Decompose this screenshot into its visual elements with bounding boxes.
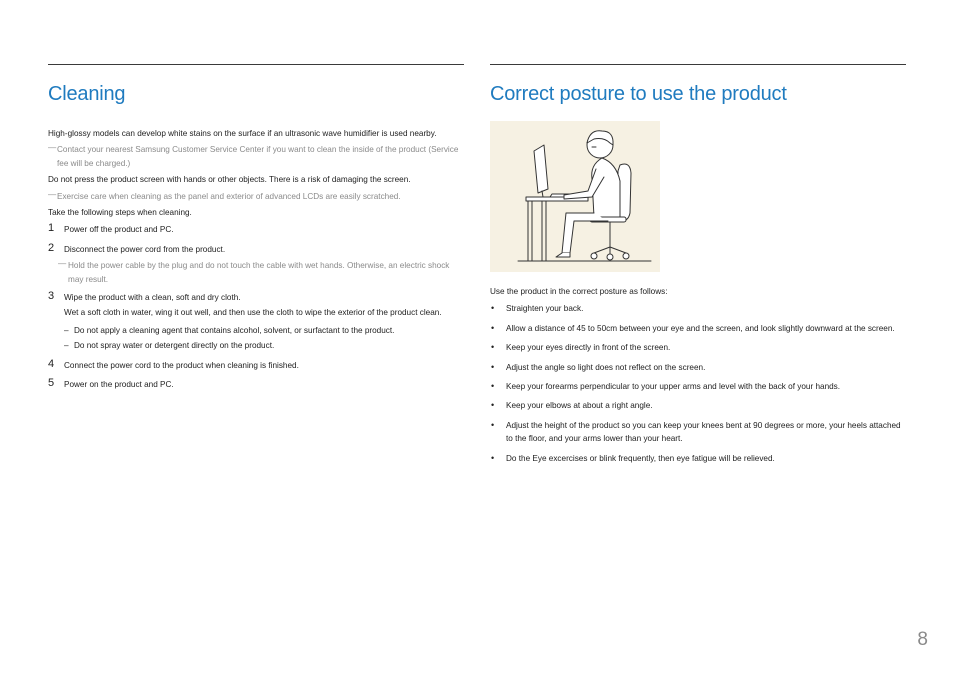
- step-2: [48, 243, 464, 256]
- list-item: • Keep your forearms perpendicular to your upper arms and level with the back of your hands.: [491, 381, 841, 392]
- list-item: • Keep your elbows at about a right angle.: [491, 400, 653, 411]
- step-3-sub-1: – Do not apply a cleaning agent that contains alcohol, solvent, or surfactant to the product.: [64, 325, 395, 335]
- page-number: 8: [917, 629, 928, 650]
- list-item: • Keep your eyes directly in front of the screen.: [491, 342, 671, 353]
- posture-svg: [490, 121, 660, 272]
- step-number: 1: [48, 222, 55, 235]
- bullet-text: Straighten your back.: [506, 304, 584, 314]
- bullet-text: Adjust the height of the product so you can keep your knees bent at 90 degrees or more, your heels attached to the floor, and your arms lower than your heart.: [506, 420, 901, 444]
- step-text: Power off the product and PC.: [64, 225, 174, 235]
- bullet-text: Keep your forearms perpendicular to your upper arms and level with the back of your hands.: [506, 382, 841, 392]
- step-extra-text: Wet a soft cloth in water, wing it out well, and then use the cloth to wipe the exterior of the product clean.: [64, 308, 442, 318]
- note-text: Exercise care when cleaning as the panel and exterior of advanced LCDs are easily scratched.: [57, 191, 401, 201]
- list-item: • Adjust the height of the product so you can keep your knees bent at 90 degrees or more, your heels attached to the floor, and your arms lower than your heart.: [491, 419, 901, 444]
- step-3: [48, 291, 464, 304]
- steps-intro: Take the following steps when cleaning.: [48, 208, 192, 218]
- posture-title: Correct posture to use the product: [490, 83, 787, 105]
- bullet-text: Keep your elbows at about a right angle.: [506, 401, 653, 411]
- cleaning-note-scratch: ― Exercise care when cleaning as the panel and exterior of advanced LCDs are easily scratched.: [48, 189, 401, 201]
- posture-list: [490, 302, 906, 465]
- list-item: • Do the Eye excercises or blink frequently, then eye fatigue will be relieved.: [491, 452, 775, 463]
- step-text: Wipe the product with a clean, soft and dry cloth.: [64, 293, 241, 303]
- step-2-note: ― Hold the power cable by the plug and do not touch the cable with wet hands. Otherwise, an electric shock may result.: [58, 259, 450, 284]
- note-text: Hold the power cable by the plug and do not touch the cable with wet hands. Otherwise, an electric shock may result.: [68, 261, 450, 284]
- step-4: [48, 359, 464, 372]
- step-text: Power on the product and PC.: [64, 380, 174, 390]
- step-number: 2: [48, 241, 55, 254]
- step-text: Disconnect the power cord from the product.: [64, 244, 226, 254]
- bullet-text: Allow a distance of 45 to 50cm between your eye and the screen, and look slightly downward at the screen.: [506, 323, 895, 333]
- cleaning-section: [48, 64, 464, 392]
- list-item: • Adjust the angle so light does not reflect on the screen.: [491, 361, 706, 372]
- list-item: • Allow a distance of 45 to 50cm between your eye and the screen, and look slightly downward at the screen.: [491, 322, 895, 333]
- cleaning-note-service: ― Contact your nearest Samsung Customer Service Center if you want to clean the inside of the product (Service fee will be charged.): [48, 143, 459, 168]
- section-divider: [48, 64, 464, 65]
- bullet-text: Adjust the angle so light does not reflect on the screen.: [506, 362, 706, 372]
- step-3-extra: [48, 306, 464, 319]
- bullet-text: Do the Eye excercises or blink frequently, then eye fatigue will be relieved.: [506, 453, 775, 463]
- posture-intro: Use the product in the correct posture as follows:: [490, 287, 668, 296]
- step-3-sub-2: – Do not spray water or detergent directly on the product.: [64, 341, 275, 351]
- person-seated-at-monitor-illustration: [490, 121, 660, 272]
- cleaning-intro: High-glossy models can develop white stains on the surface if an ultrasonic wave humidifier is used nearby.: [48, 129, 437, 138]
- bullet-text: Keep your eyes directly in front of the screen.: [506, 343, 671, 353]
- step-number: 4: [48, 357, 55, 370]
- sub-text: Do not apply a cleaning agent that contains alcohol, solvent, or surfactant to the product.: [74, 325, 395, 335]
- step-1: [48, 223, 464, 236]
- step-number: 3: [48, 290, 55, 303]
- step-5: [48, 378, 464, 391]
- list-item: • Straighten your back.: [491, 303, 584, 314]
- cleaning-warning: Do not press the product screen with hands or other objects. There is a risk of damaging the screen.: [48, 175, 411, 185]
- section-divider: [490, 64, 906, 65]
- posture-section: [490, 64, 906, 465]
- note-text: Contact your nearest Samsung Customer Service Center if you want to clean the inside of the product (Service fee will be charged.): [57, 145, 459, 168]
- sub-text: Do not spray water or detergent directly on the product.: [74, 341, 275, 351]
- step-text: Connect the power cord to the product when cleaning is finished.: [64, 360, 299, 370]
- step-number: 5: [48, 377, 55, 390]
- cleaning-title: Cleaning: [48, 83, 126, 105]
